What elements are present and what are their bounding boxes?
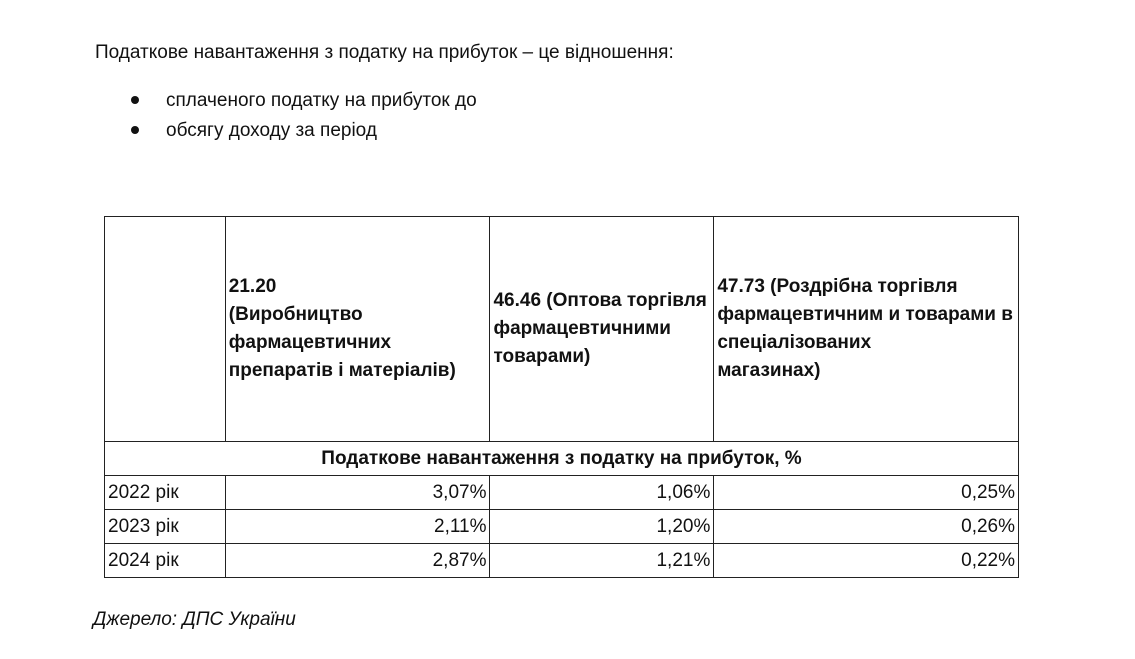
year-cell: 2022 рік: [105, 476, 226, 510]
bullet-dot-icon: [131, 96, 139, 104]
header-cell-47-73: 47.73 (Роздрібна торгівля фармацевтичним и товарами в спеціалізованих магазинах): [714, 217, 1019, 442]
value-cell: 0,25%: [714, 476, 1019, 510]
year-cell: 2024 рік: [105, 544, 226, 578]
table-row: [105, 476, 1019, 510]
value-cell: 0,26%: [714, 510, 1019, 544]
intro-text: Податкове навантаження з податку на прибуток – це відношення:: [95, 42, 674, 63]
bullet-text: сплаченого податку на прибуток до: [166, 90, 477, 111]
bullet-dot-icon: [131, 126, 139, 134]
source-note: Джерело: ДПС України: [93, 609, 296, 630]
value-cell: 1,21%: [490, 544, 714, 578]
header-cell-21-20: 21.20 (Виробництво фармацевтичних препаратів і матеріалів): [225, 217, 490, 442]
value-cell: 2,87%: [225, 544, 490, 578]
value-cell: 3,07%: [225, 476, 490, 510]
table-subtitle: Податкове навантаження з податку на прибуток, %: [105, 442, 1019, 476]
value-cell: 0,22%: [714, 544, 1019, 578]
tax-burden-table: [104, 216, 1019, 578]
table-row: [105, 510, 1019, 544]
table-row: [105, 544, 1019, 578]
table-header-row: [105, 217, 1019, 442]
header-cell-empty: [105, 217, 226, 442]
value-cell: 2,11%: [225, 510, 490, 544]
value-cell: 1,06%: [490, 476, 714, 510]
bullet-text: обсягу доходу за період: [166, 120, 377, 141]
bullet-item: [128, 90, 477, 120]
bullet-list: [128, 90, 477, 150]
table-subtitle-row: [105, 442, 1019, 476]
value-cell: 1,20%: [490, 510, 714, 544]
year-cell: 2023 рік: [105, 510, 226, 544]
header-cell-46-46: 46.46 (Оптова торгівля фармацевтичними товарами): [490, 217, 714, 442]
bullet-item: [128, 120, 477, 150]
